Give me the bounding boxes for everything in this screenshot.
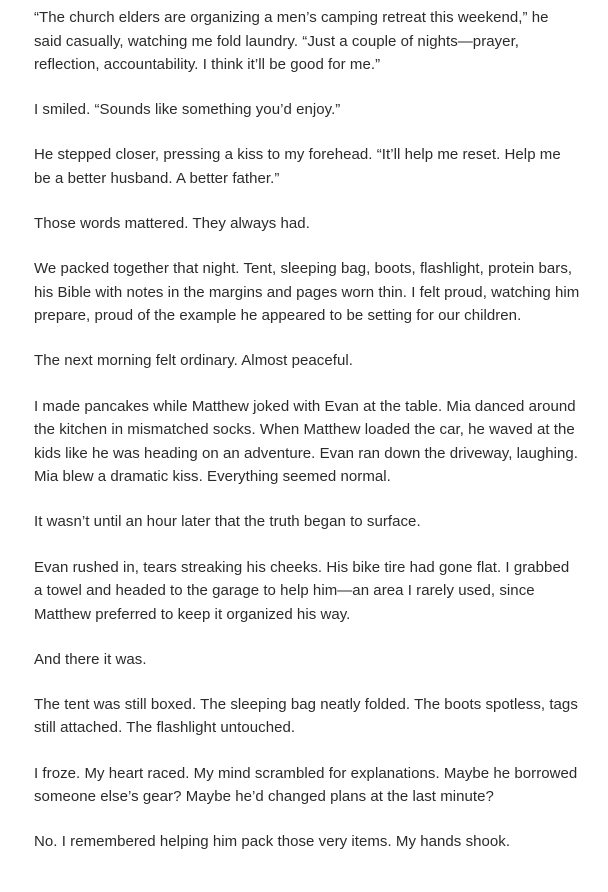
paragraph: The tent was still boxed. The sleeping bag neatly folded. The boots spotless, tags still attached. The flashlight untouched.	[34, 695, 578, 737]
paragraph: I made pancakes while Matthew joked with Evan at the table. Mia danced around the kitchen in mismatched socks. When Matthew loaded the car, he waved at the kids like he was heading on an adventure. Evan ran down the driveway, laughing. Mia blew a dramatic kiss. Everything seemed normal.	[34, 397, 579, 486]
paragraph: The next morning felt ordinary. Almost peaceful.	[34, 352, 353, 370]
paragraph: “The church elders are organizing a men’s camping retreat this weekend,” he said casually, watching me fold laundry. “Just a couple of nights—prayer, reflection, accountability. I think it’ll be good for me.”	[34, 9, 549, 74]
paragraph: No. I remembered helping him pack those very items. My hands shook.	[34, 833, 511, 851]
paragraph: I froze. My heart raced. My mind scrambled for explanations. Maybe he borrowed someone else’s gear? Maybe he’d changed plans at the last minute?	[34, 764, 578, 806]
paragraph: Those words mattered. They always had.	[34, 215, 310, 233]
paragraph: He stepped closer, pressing a kiss to my forehead. “It’ll help me reset. Help me be a better husband. A better father.”	[34, 146, 561, 187]
paragraph: It wasn’t until an hour later that the truth began to surface.	[34, 513, 421, 531]
paragraph: And there it was.	[34, 650, 147, 668]
paragraph: I smiled. “Sounds like something you’d enjoy.”	[34, 101, 341, 119]
paragraph: We packed together that night. Tent, sleeping bag, boots, flashlight, protein bars, his Bible with notes in the margins and pages worn thin. I felt proud, watching him prepare, proud of the example he appeared to be setting for our children.	[34, 260, 580, 325]
paragraph: Evan rushed in, tears streaking his cheeks. His bike tire had gone flat. I grabbed a towel and headed to the garage to help him—an area I rarely used, since Matthew preferred to keep it organized his way.	[34, 558, 570, 623]
